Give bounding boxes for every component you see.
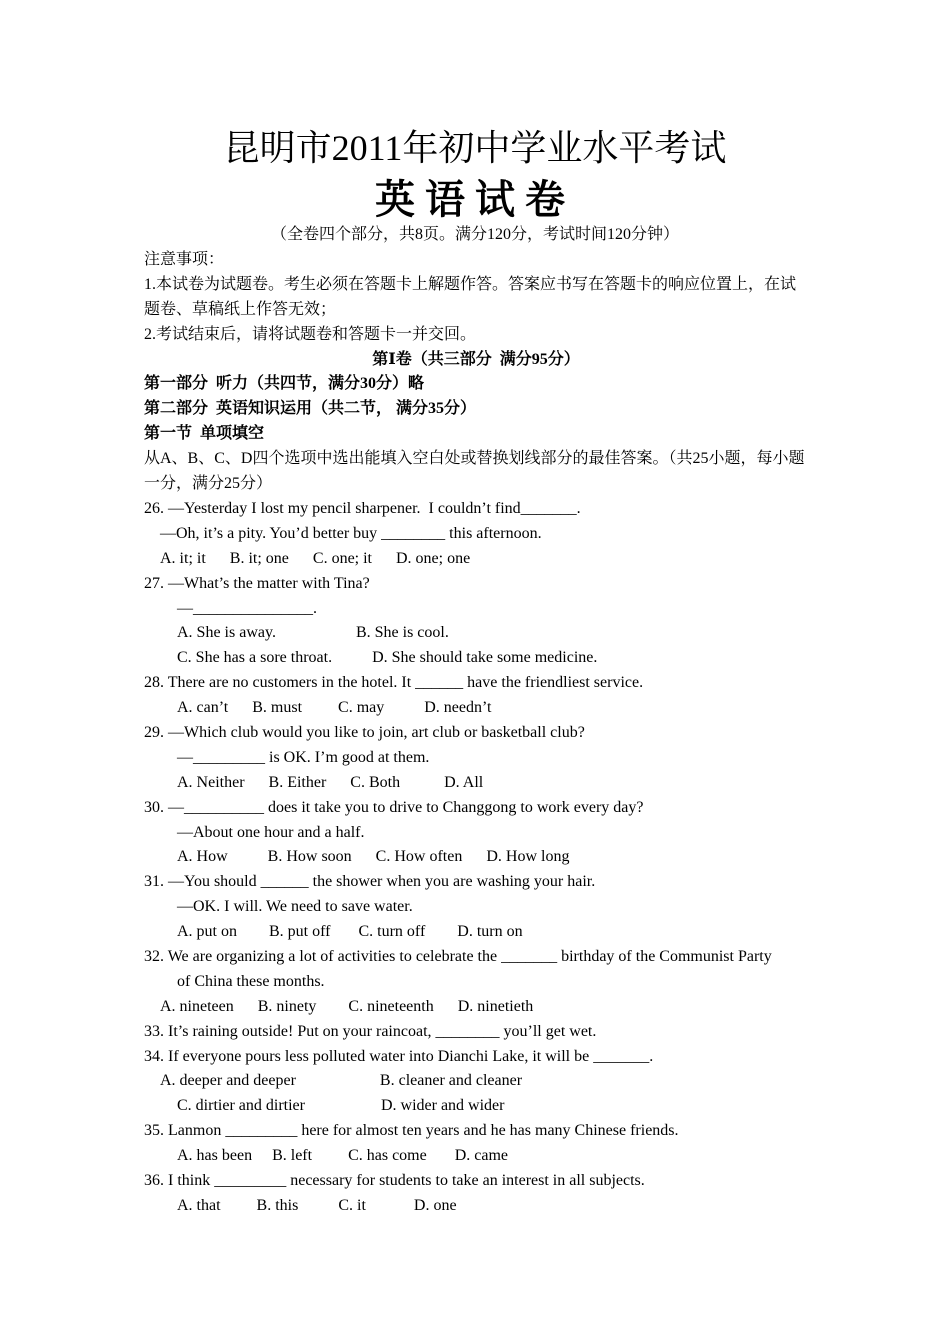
question-31-options: A. put on B. put off C. turn off D. turn on: [177, 923, 523, 941]
notice-item-1: 1.本试卷为试题卷。考生必须在答题卡上解题作答。答案应书写在答题卡的响应位置上，在试题卷、草稿纸上作答无效；: [144, 275, 797, 318]
part2-heading: 第二部分 英语知识运用（共二节， 满分35分）: [144, 400, 477, 418]
question-27-stem: 27. —What’s the matter with Tina?: [144, 574, 370, 592]
question-30-reply: —About one hour and a half.: [177, 823, 365, 841]
exam-subtitle: 英语试卷: [375, 177, 575, 222]
question-32-options: A. nineteen B. ninety C. nineteenth D. ninetieth: [160, 997, 534, 1015]
question-30-stem: 30. —__________ does it take you to drive to Changgong to work every day?: [144, 798, 644, 816]
section1-heading: 第一节 单项填空: [144, 425, 265, 443]
part1-heading: 第一部分 听力（共四节，满分30分）略: [144, 375, 425, 393]
question-29-stem: 29. —Which club would you like to join, art club or basketball club?: [144, 723, 585, 741]
question-27-options-1: A. She is away. B. She is cool.: [177, 624, 449, 642]
question-27-reply: —_______________.: [177, 599, 317, 617]
exam-title: 昆明市2011年初中学业水平考试: [223, 128, 727, 168]
question-36-stem: 36. I think _________ necessary for students to take an interest in all subjects.: [144, 1172, 645, 1190]
exam-info: （全卷四个部分，共8页。满分120分，考试时间120分钟）: [270, 226, 679, 243]
question-29-reply: —_________ is OK. I’m good at them.: [177, 748, 430, 766]
question-35-options: A. has been B. left C. has come D. came: [177, 1147, 509, 1165]
question-32-stem-cont: of China these months.: [177, 972, 325, 990]
question-29-options: A. Neither B. Either C. Both D. All: [177, 773, 484, 791]
question-33-stem: 33. It’s raining outside! Put on your raincoat, ________ you’ll get wet.: [144, 1022, 597, 1040]
question-31-stem: 31. —You should ______ the shower when you are washing your hair.: [144, 873, 596, 891]
section-instructions: 从A、B、C、D四个选项中选出能填入空白处或替换划线部分的最佳答案。（共25小题，每小题一分，满分25分）: [144, 450, 805, 493]
question-34-options-2: C. dirtier and dirtier D. wider and wider: [177, 1097, 505, 1115]
question-26-reply: —Oh, it’s a pity. You’d better buy ________ this afternoon.: [160, 524, 542, 542]
volume-heading: 第Ⅰ卷（共三部分 满分95分）: [372, 350, 580, 368]
question-31-reply: —OK. I will. We need to save water.: [177, 898, 413, 916]
question-35-stem: 35. Lanmon _________ here for almost ten years and he has many Chinese friends.: [144, 1122, 679, 1140]
exam-body: [144, 248, 808, 1219]
question-26-options: A. it; it B. it; one C. one; it D. one; one: [160, 549, 471, 567]
notice-heading: 注意事项：: [144, 251, 225, 268]
question-34-stem: 34. If everyone pours less polluted water into Dianchi Lake, it will be _______.: [144, 1047, 654, 1065]
question-27-options-2: C. She has a sore throat. D. She should take some medicine.: [177, 649, 598, 667]
question-26-stem: 26. —Yesterday I lost my pencil sharpener. I couldn’t find_______.: [144, 499, 581, 517]
question-28-options: A. can’t B. must C. may D. needn’t: [177, 699, 492, 717]
question-34-options-1: A. deeper and deeper B. cleaner and cleaner: [160, 1072, 523, 1090]
question-28-stem: 28. There are no customers in the hotel. It ______ have the friendliest service.: [144, 674, 644, 692]
question-36-options: A. that B. this C. it D. one: [177, 1196, 457, 1214]
question-32-stem: 32. We are organizing a lot of activities to celebrate the _______ birthday of the Communist Party: [144, 948, 772, 965]
question-30-options: A. How B. How soon C. How often D. How long: [177, 848, 570, 866]
notice-item-2: 2.考试结束后，请将试题卷和答题卡一并交回。: [144, 325, 477, 343]
